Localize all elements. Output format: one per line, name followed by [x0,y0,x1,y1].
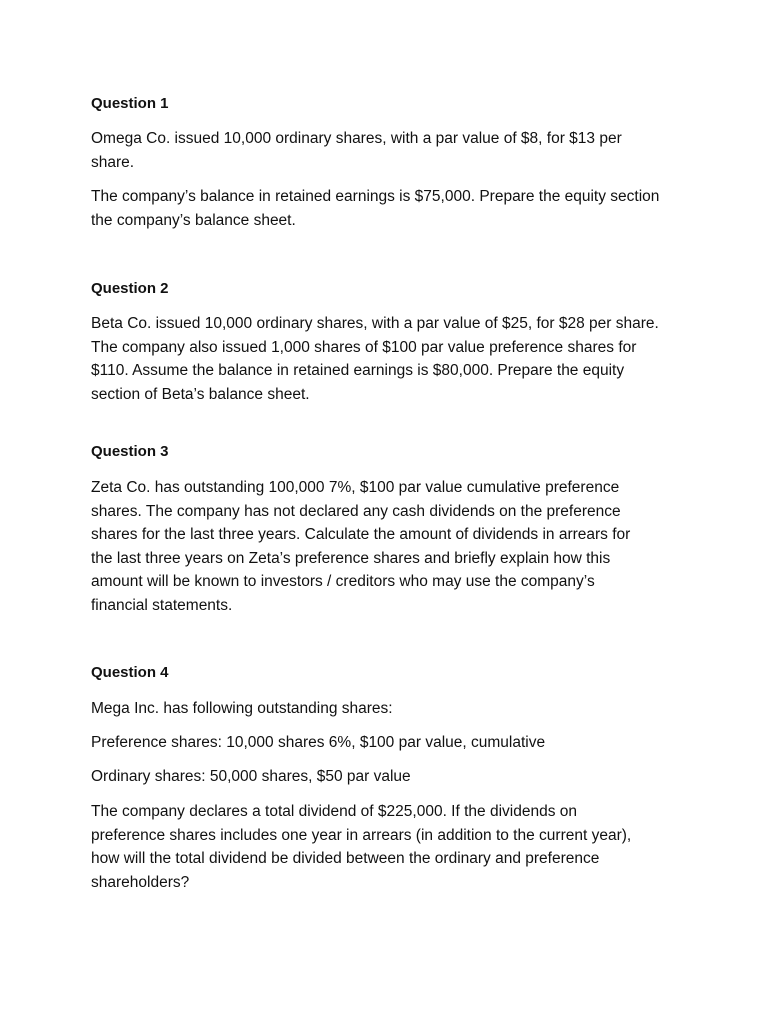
text-line: the company’s balance sheet. [91,211,296,229]
text-line: Ordinary shares: 50,000 shares, $50 par value [91,768,411,785]
text-line: the last three years on Zeta’s preference shares and briefly explain how this [91,549,611,567]
question-3-paragraph-1 [91,476,691,617]
question-2-title: Question 2 [91,280,169,297]
question-3-title: Question 3 [91,443,169,460]
question-4-paragraph-1 [91,697,691,721]
text-line: The company also issued 1,000 shares of $100 par value preference shares for [91,338,637,356]
question-1-paragraph-2 [91,185,691,232]
text-line: Omega Co. issued 10,000 ordinary shares, with a par value of $8, for $13 per [91,130,622,147]
text-line: $110. Assume the balance in retained earnings is $80,000. Prepare the equity [91,362,625,379]
text-line: preference shares includes one year in arrears (in addition to the current year), [91,826,632,844]
question-4-paragraph-3 [91,765,691,789]
question-1-paragraph-1 [91,127,691,174]
text-line: amount will be known to investors / creditors who may use the company’s [91,573,595,590]
text-line: Zeta Co. has outstanding 100,000 7%, $100 par value cumulative preference [91,479,620,496]
text-line: share. [91,153,135,171]
text-line: Mega Inc. has following outstanding shares: [91,700,393,717]
text-line: shareholders? [91,873,190,891]
question-4-title: Question 4 [91,664,169,681]
question-1-title: Question 1 [91,95,169,112]
question-2-paragraph-1 [91,312,691,406]
text-line: Preference shares: 10,000 shares 6%, $100 par value, cumulative [91,734,546,751]
text-line: shares. The company has not declared any cash dividends on the preference [91,502,621,520]
text-line: shares for the last three years. Calculate the amount of dividends in arrears for [91,526,631,543]
text-line: how will the total dividend be divided between the ordinary and preference [91,850,600,867]
text-line: The company’s balance in retained earnings is $75,000. Prepare the equity section [91,188,660,205]
text-line: section of Beta’s balance sheet. [91,385,310,403]
question-4-paragraph-4 [91,800,691,894]
question-4-paragraph-2 [91,731,691,755]
text-line: financial statements. [91,596,233,614]
text-line: Beta Co. issued 10,000 ordinary shares, with a par value of $25, for $28 per share. [91,315,659,332]
text-line: The company declares a total dividend of $225,000. If the dividends on [91,803,577,820]
